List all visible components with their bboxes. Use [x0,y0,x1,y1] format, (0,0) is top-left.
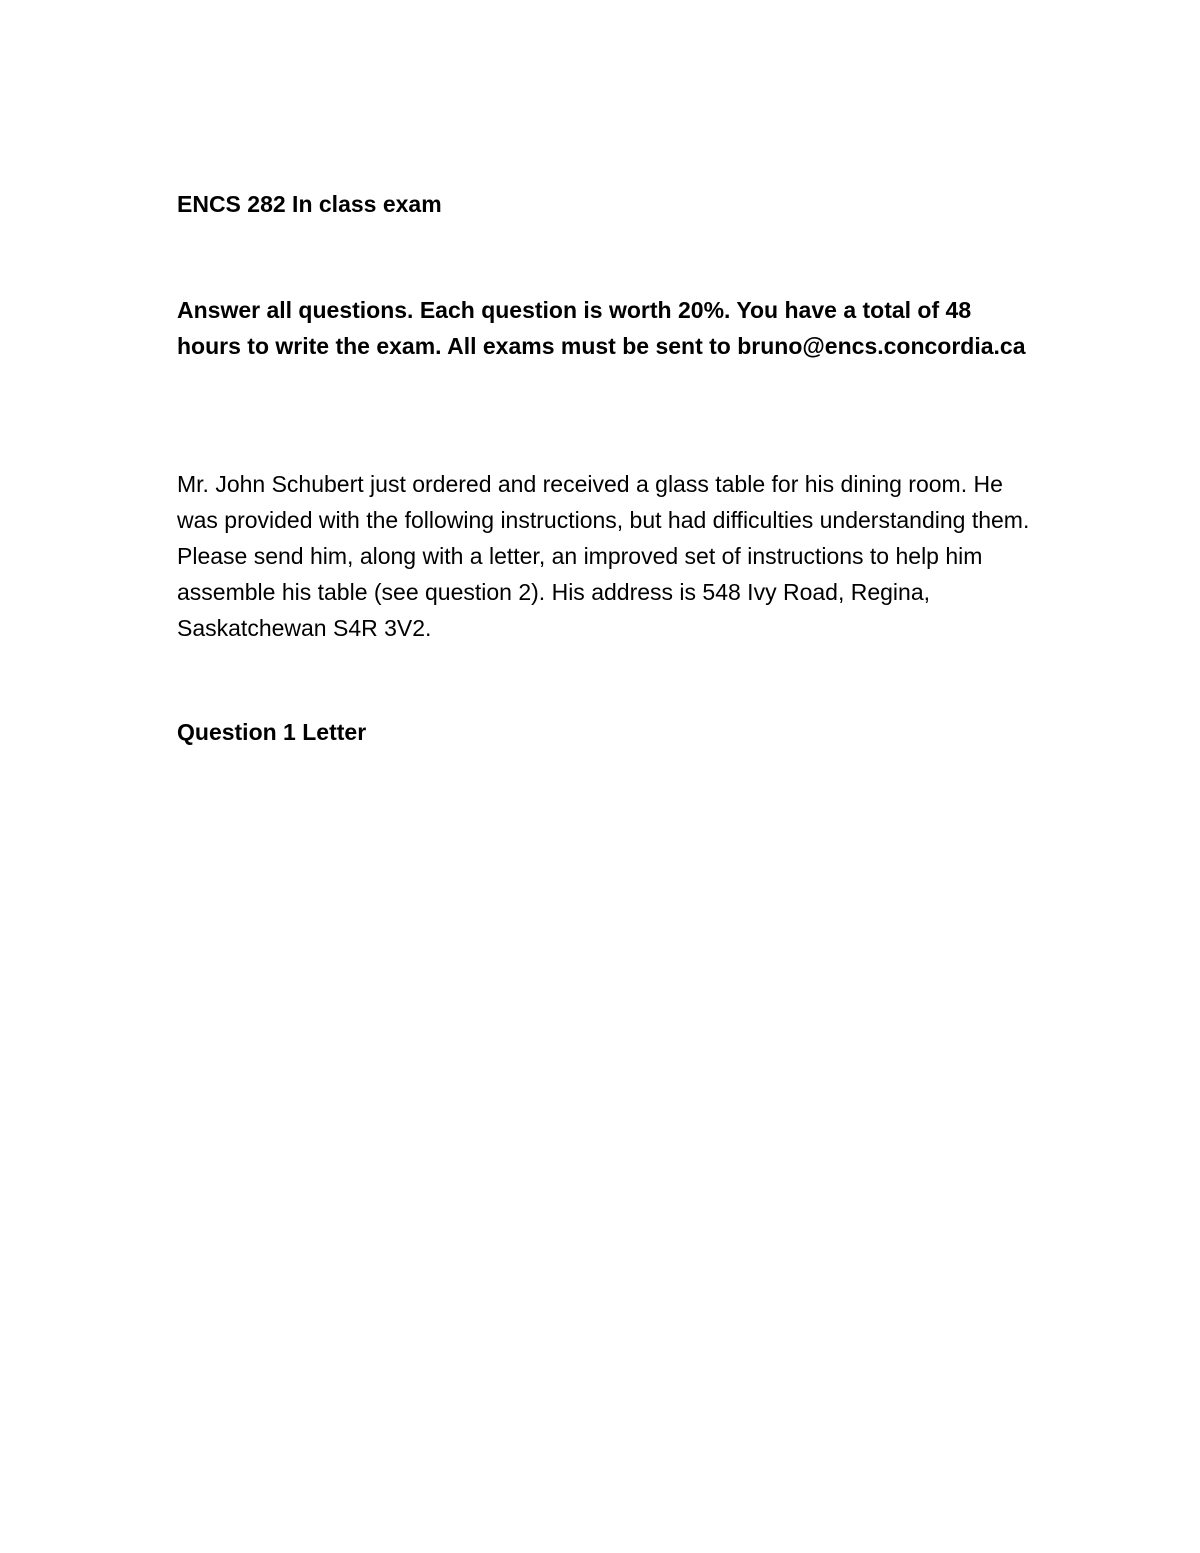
scenario-paragraph: Mr. John Schubert just ordered and received a glass table for his dining room. He was provided with the following instructions, but had difficulties understanding them. Please send him, along with a letter, an improved set of instructions to help him assemble his table (see question 2). His address is 548 Ivy Road, Regina, Saskatchewan S4R 3V2. [177,471,1030,641]
exam-title: ENCS 282 In class exam [177,191,442,217]
exam-instructions: Answer all questions. Each question is worth 20%. You have a total of 48 hours to write the exam. All exams must be sent to bruno@encs.concordia.ca [177,297,1026,359]
question-heading: Question 1 Letter [177,719,367,745]
